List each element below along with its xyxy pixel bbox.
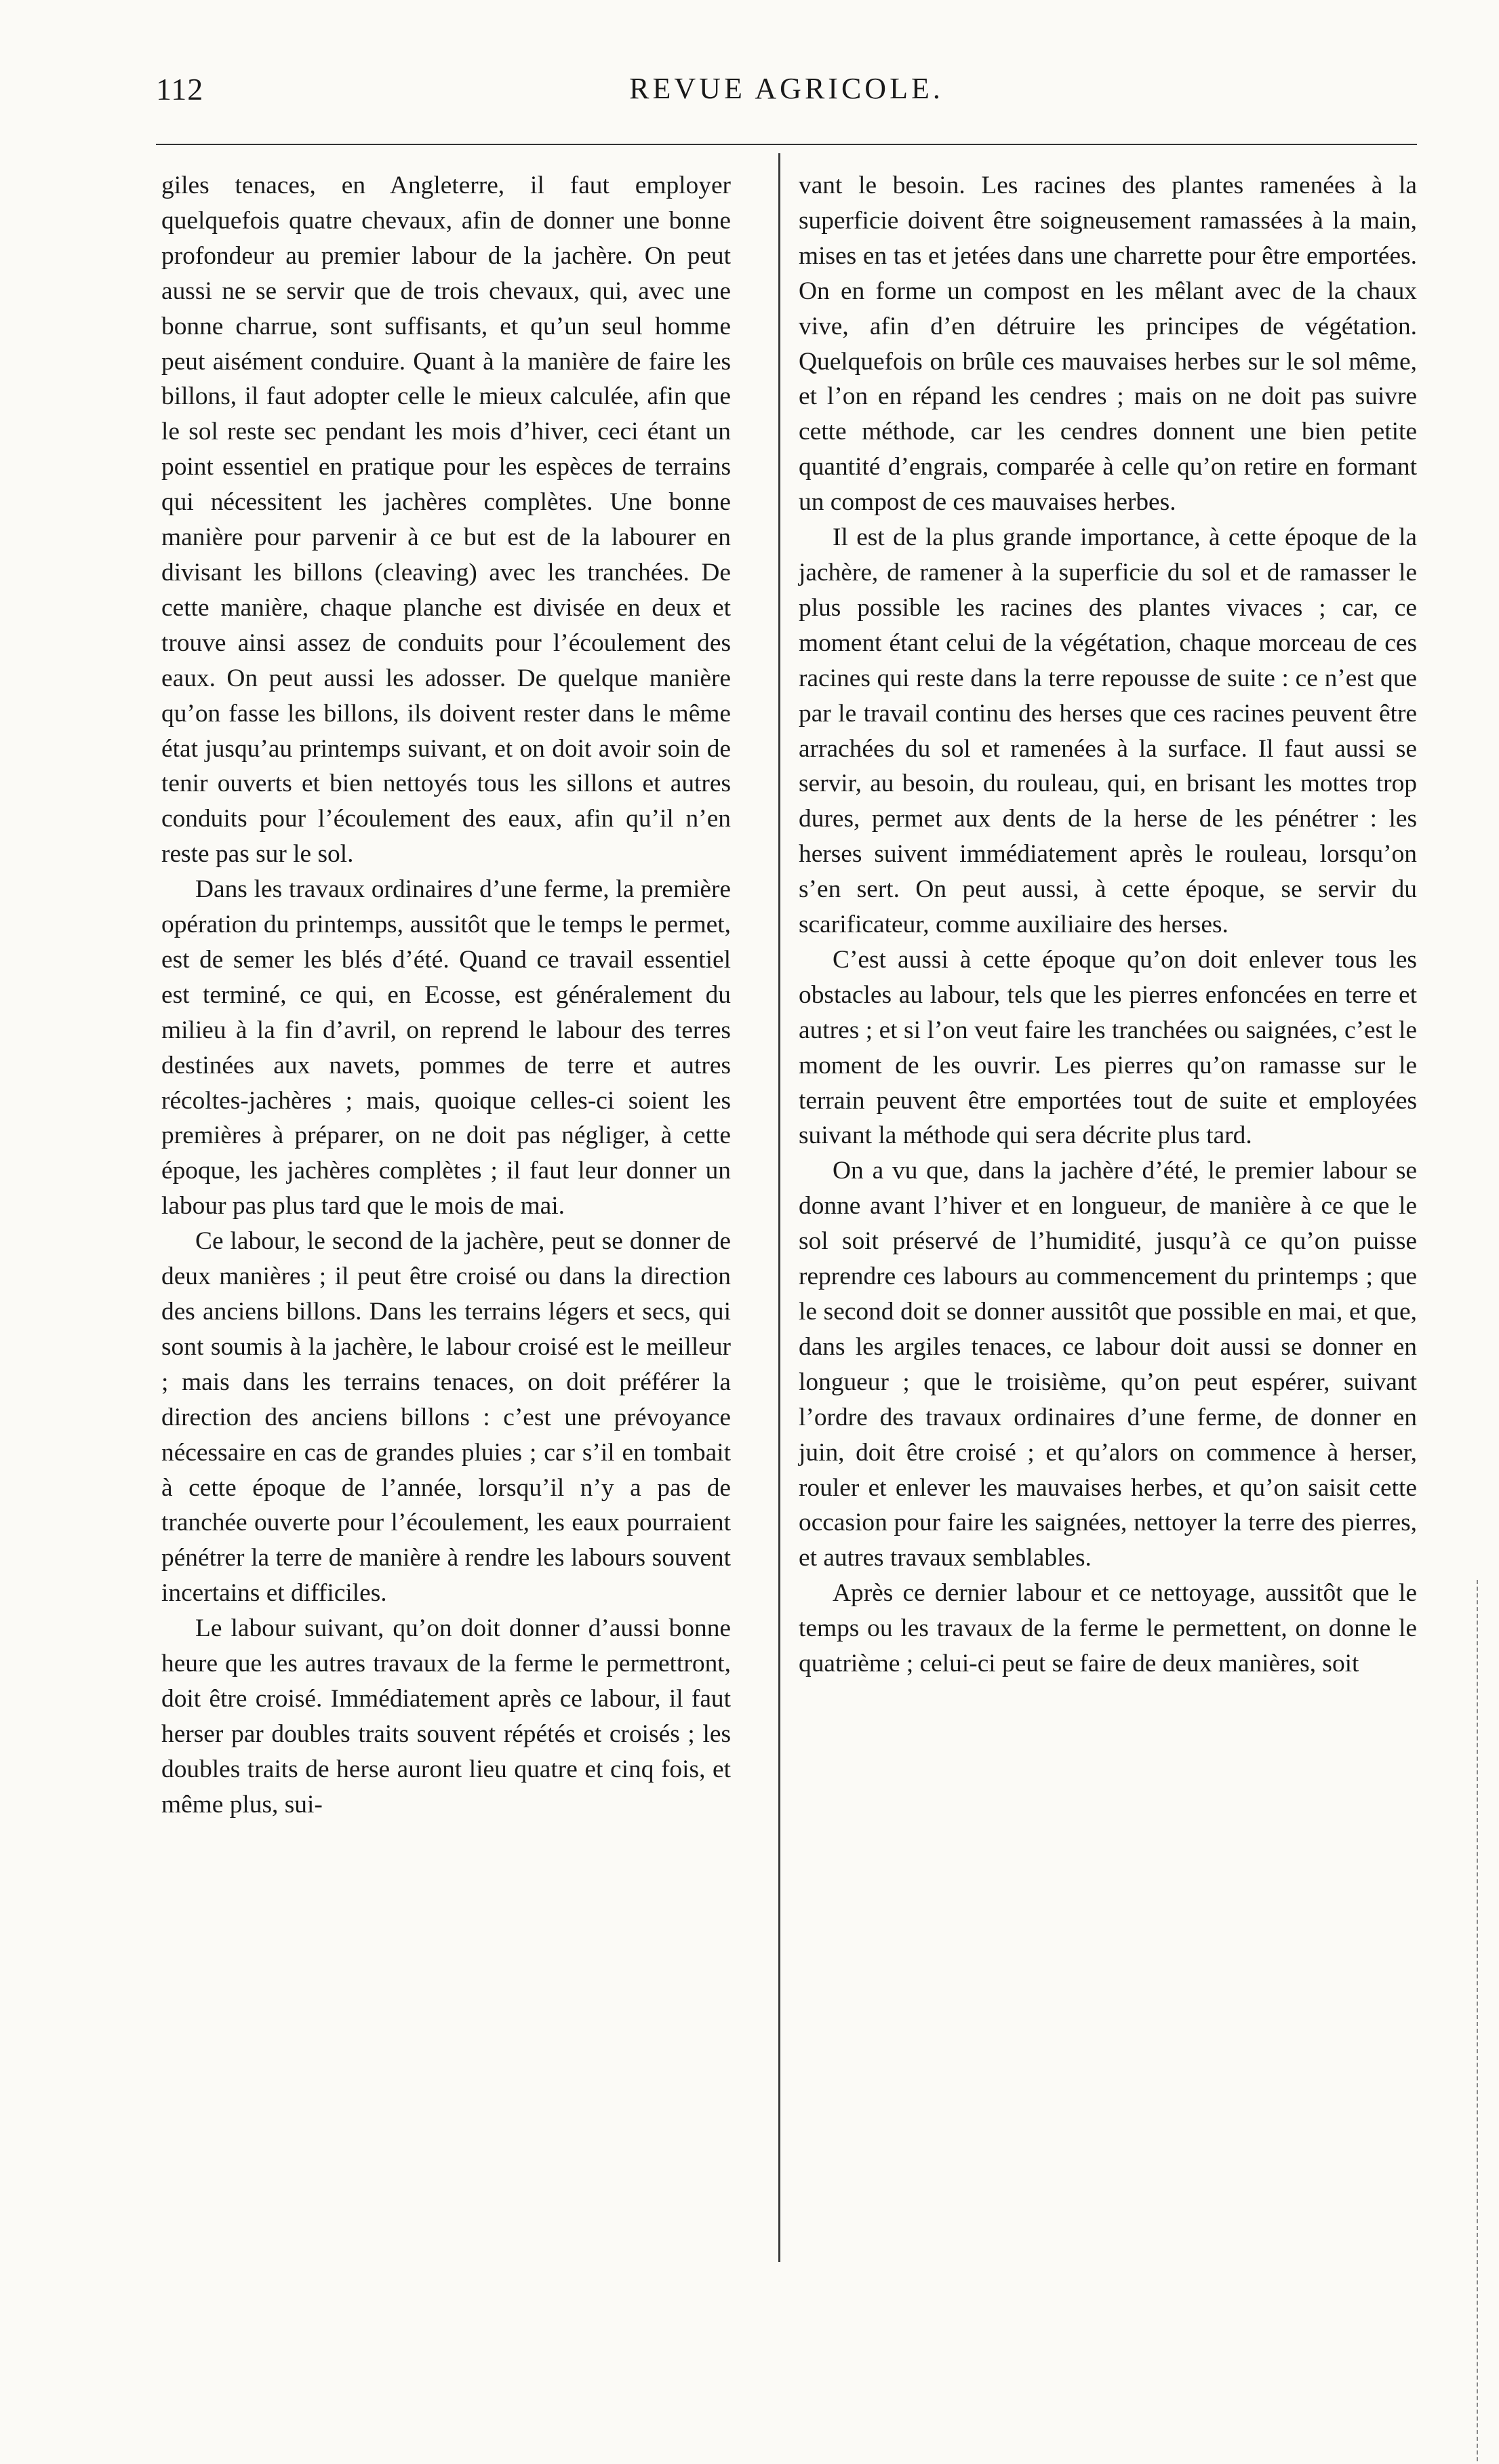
running-title: REVUE AGRICOLE. (629, 72, 944, 105)
paragraph: On a vu que, dans la jachère d’été, le premier labour se donne avant l’hiver et en longueur, de manière à ce que le sol soit préservé de l’humidité, jusqu’à ce qu’on puisse reprendre ces labours au commencement du printemps ; que le second doit se donner aussitôt que possible en mai, et que, dans les argiles tenaces, ce labour doit aussi se donner en longueur ; que le troisième, qu’on peut espérer, suivant l’ordre des travaux ordinaires d’une ferme, de donner en juin, doit être croisé ; et qu’alors on commence à herser, rouler et enlever les mauvaises herbes, et qu’on saisit cette occasion pour faire les saignées, nettoyer la terre des pierres, et autres travaux semblables. (799, 1157, 1417, 1572)
paragraph: Ce labour, le second de la jachère, peut se donner de deux manières ; il peut être croisé ou dans la direction des anciens billons. Dans les terrains légers et secs, qui sont soumis à la jachère, le labour croisé est le meilleur ; mais dans les terrains tenaces, on doit préférer la direction des anciens billons : c’est une prévoyance nécessaire en cas de grandes pluies ; car s’il en tombait à cette époque de l’année, lorsqu’il n’y a pas de tranchée ouverte pour l’écoulement, les eaux pourraient pénétrer la terre de manière à rendre les labours souvent incertains et difficiles. (161, 1227, 731, 1608)
column-divider (778, 153, 780, 2262)
margin-mark (1477, 1580, 1478, 2461)
paragraph: C’est aussi à cette époque qu’on doit enlever tous les obstacles au labour, tels que les pierres enfoncées en terre et autres ; et si l’on veut faire les tranchées ou saignées, c’est le moment de les ouvrir. Les pierres qu’on ramasse sur le terrain peuvent être emportées tout de suite et employées suivant la méthode qui sera décrite plus tard. (799, 945, 1417, 1150)
paragraph: Il est de la plus grande importance, à cette époque de la jachère, de ramener à la superficie du sol et de ramasser le plus possible les racines des plantes vivaces ; car, ce moment étant celui de la végétation, chaque morceau de ces racines qui reste dans la terre repousse de suite : ce n’est que par le travail continu des herses que ces racines peuvent être arrachées du sol et ramenées à la surface. Il faut aussi se servir, au besoin, du rouleau, qui, en brisant les mottes trop dures, permet aux dents de la herse de les pénétrer : les herses suivent immédiatement après le rouleau, lorsqu’on s’en sert. On peut aussi, à cette époque, se servir du scarificateur, comme auxiliaire des herses. (799, 523, 1417, 939)
page-number: 112 (156, 72, 204, 106)
paragraph: vant le besoin. Les racines des plantes ramenées à la superficie doivent être soigneusement ramassées à la main, mises en tas et jetées dans une charrette pour être emportées. On en forme un compost en les mêlant avec de la chaux vive, afin d’en détruire les principes de végétation. Quelquefois on brûle ces mauvaises herbes sur le sol même, et l’on en répand les cendres ; mais on ne doit pas suivre cette méthode, car les cendres donnent une bien petite quantité d’engrais, comparée à celle qu’on retire en formant un compost de ces mauvaises herbes. (799, 172, 1417, 517)
header-rule (156, 144, 1417, 145)
paragraph: Après ce dernier labour et ce nettoyage, aussitôt que le temps ou les travaux de la ferme le permettent, on donne le quatrième ; celui-ci peut se faire de deux manières, soit (799, 1579, 1417, 1678)
left-column (161, 168, 731, 1823)
page-header (156, 71, 1417, 132)
paragraph: Le labour suivant, qu’on doit donner d’aussi bonne heure que les autres travaux de la ferme le permettront, doit être croisé. Immédiatement après ce labour, il faut herser par doubles traits souvent répétés et croisés ; les doubles traits de herse auront lieu quatre et cinq fois, et même plus, sui- (161, 1614, 731, 1819)
right-column (799, 168, 1417, 1682)
paragraph: Dans les travaux ordinaires d’une ferme, la première opération du printemps, aussitôt que le temps le permet, est de semer les blés d’été. Quand ce travail essentiel est terminé, ce qui, en Ecosse, est généralement du milieu à la fin d’avril, on reprend le labour des terres destinées aux navets, pommes de terre et autres récoltes-jachères ; mais, quoique celles-ci soient les premières à préparer, on ne doit pas négliger, à cette époque, les jachères complètes ; il faut leur donner un labour pas plus tard que le mois de mai. (161, 875, 731, 1220)
paragraph: giles tenaces, en Angleterre, il faut employer quelquefois quatre chevaux, afin de donner une bonne profondeur au premier labour de la jachère. On peut aussi ne se servir que de trois chevaux, qui, avec une bonne charrue, sont suffisants, et qu’un seul homme peut aisément conduire. Quant à la manière de faire les billons, il faut adopter celle le mieux calculée, afin que le sol reste sec pendant les mois d’hiver, ceci étant un point essentiel en pratique pour les espèces de terrains qui nécessitent les jachères complètes. Une bonne manière pour parvenir à ce but est de la labourer en divisant les billons (cleaving) avec les tranchées. De cette manière, chaque planche est divisée en deux et trouve ainsi assez de conduits pour l’écoulement des eaux. On peut aussi les adosser. De quelque manière qu’on fasse les billons, ils doivent rester dans le même état jusqu’au printemps suivant, et on doit avoir soin de tenir ouverts et bien nettoyés tous les sillons et autres conduits pour l’écoulement des eaux, afin qu’il n’en reste pas sur le sol. (161, 172, 731, 869)
